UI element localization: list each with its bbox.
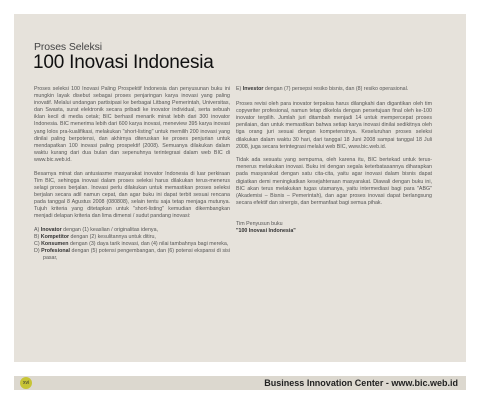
signoff-line: Tim Penyusun buku [236,220,283,227]
criteria-item: E) Investor dengan (7) persepsi resiko bisnis, dan (8) resiko operasional. [236,86,409,92]
criteria-term: Inovator [40,226,62,233]
criteria-term: Kompetitor [40,233,70,240]
signoff-title: "100 Inovasi Indonesia" [236,228,296,234]
criteria-term: Investor [242,86,264,92]
criteria-list [34,227,230,262]
page-number-badge: xvi [20,377,32,389]
body-paragraph: Besarnya minat dan antusiasme masyarakat inovator Indonesia di luar perkiraan Tim BIC, sehingga inovasi dalam proses seleksi harus dilakukan terus-menerus selagi proses berjalan. Inovasi perlu dilakukan untuk memastikan proses seleksi berjalan secara adil namun cepat, dan agar buku ini dapat terbit sesuai rencana pada tanggal 8 Agustus 2008 (080808), selain tentu saja tetap menjaga mutunya. Tujuh kriteria yang ditetapkan untuk "short-listing" kemudian dikembangkan menjadi delapan kriteria dan lima dimensi / sudut pandang inovasi: [34,170,230,220]
criteria-item: C) Konsumen dengan (3) daya tarik inovasi, dan (4) nilai tambahnya bagi mereka, [34,240,229,247]
signoff [236,221,432,235]
criteria-item: D) Profesional dengan (5) potensi pengembangan, dan (6) potensi ekspansi di sisi pasar, [34,247,230,262]
criteria-term: Konsumen [41,240,69,247]
section-kicker: Proses Seleksi [34,41,103,53]
criteria-item: B) Kompetitor dengan (2) kesulitannya untuk ditiru, [34,233,156,240]
body-paragraph: Proses revisi oleh para inovator terpaksa harus dilangkahi dan digantikan oleh tim copywriter profesional, namun tetap dikelola dengan persetujuan final oleh ke-100 inovator terpilih. Jumlah juri ditambah menjadi 14 untuk mempercepat proses penilaian, dan untuk memastikan bahwa setiap karya inovasi dinilai sedikitnya oleh tiga orang juri sesuai dengan kompetensinya. Keseluruhan proses seleksi dilakukan dalam waktu 30 hari, dari tanggal 18 Juni 2008 sampai tanggal 18 Juli 2008, juga secara terintegrasi melalui web BIC, www.bic.web.id. [236,101,432,150]
criteria-term: Profesional [41,247,70,254]
criteria-list [236,86,432,93]
body-paragraph: Tidak ada sesuatu yang sempurna, oleh karena itu, BIC bertekad untuk terus-menerus melakukan inovasi. Buku ini dengan segala keterbatasannya diharapkan pada masyarakat dengan satu cita-cita, yaitu agar inovasi dalam bisnis dapat digiatkan demi meningkatkan kesejahteraan masyarakat. Diawali dengan buku ini, BIC akan terus melakukan tugas utamanya, yaitu intermediasi bagi para "ABG" (Akademisi – Bisnis – Pemerintah), dan agar proses inovasi dapat berlangsung secara efektif dan sinergis, dan bermanfaat bagi semua pihak. [236,157,432,206]
body-paragraph: Proses seleksi 100 Inovasi Paling Prospektif Indonesia dan penyusunan buku ini mungkin layak disebut sebagai proses penjaringan karya inovasi yang paling inovatif. Melalui undangan partisipasi ke berbagai Litbang Pemerintah, Universitas, dan Swasta, surat elektronik secara pribadi ke inovator individual, serta sebuah iklan kecil di media cetak; BIC berhasil menarik minat lebih dari 300 inovator Indonesia. BIC menerima lebih dari 600 karya inovasi, meneview 395 karya inovasi yang lolos pra-kualifikasi, melakukan "short-listing" untuk memilih 200 inovasi yang dinilai paling berpotensi, dan akhirnya diteruskan ke proses penjurian untuk mendapatkan 100 inovasi paling prospektif (2008). Semuanya dilakukan dalam waktu kurang dari dua bulan dan sepenuhnya terintegrasi dalam web BIC di www.bic.web.id. [34,86,230,163]
right-column [236,86,432,235]
left-column [34,86,230,262]
page-title: 100 Inovasi Indonesia [33,52,214,73]
criteria-item: A) Inovator dengan (1) keaslian / originalitas idenya, [34,226,158,233]
footer-text: Business Innovation Center - www.bic.web.id [264,378,458,388]
